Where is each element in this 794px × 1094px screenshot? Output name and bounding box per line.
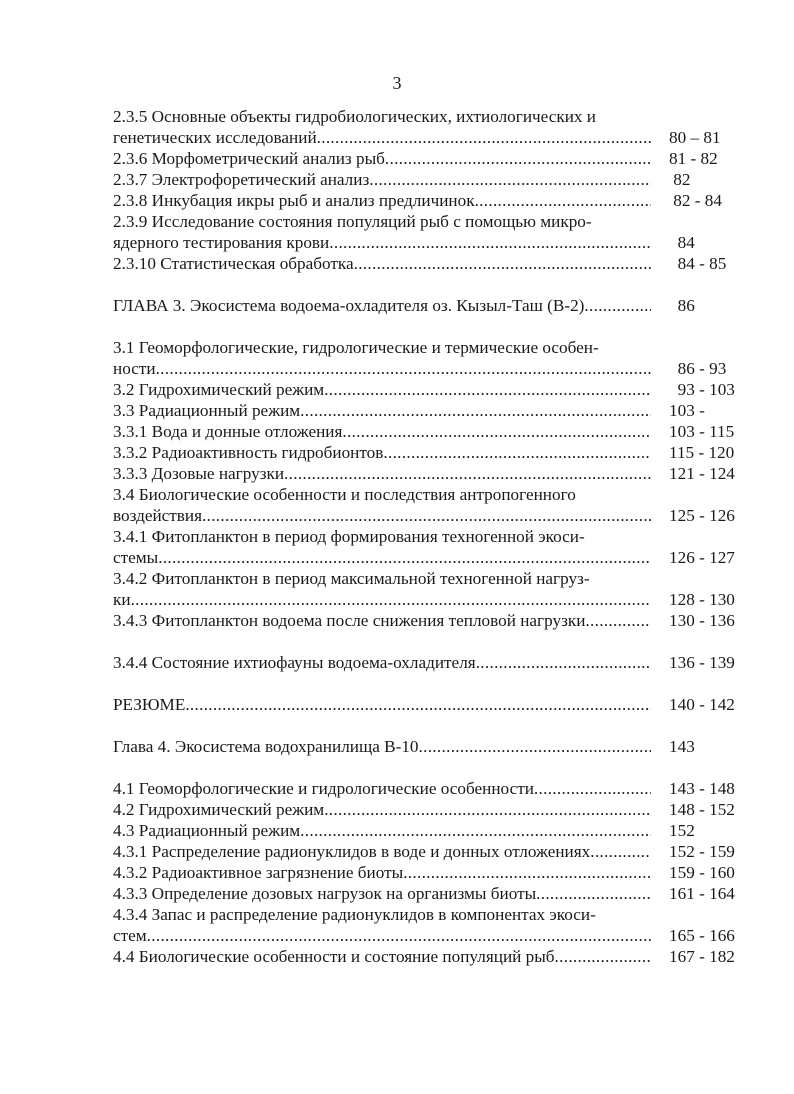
toc-entry-title: стем (113, 926, 147, 945)
toc-page-range: 82 (669, 170, 691, 189)
toc-text-column (113, 820, 651, 841)
toc-page-range: 126 - 127 (669, 548, 735, 567)
toc-entry-title: 2.3.9 Исследование состояния популяций рыб с помощью микро- (113, 212, 592, 231)
toc-page-range: 84 - 85 (669, 254, 727, 273)
toc-text-column (113, 400, 651, 421)
dot-leader (317, 127, 651, 148)
toc-entry-title: 4.2 Гидрохимический режим (113, 800, 325, 819)
toc-entry[interactable] (113, 862, 753, 883)
toc-entry-title: 3.4 Биологические особенности и последствия антропогенного (113, 485, 576, 504)
toc-line (113, 547, 753, 568)
toc-line (113, 946, 753, 967)
toc-entry[interactable] (113, 484, 753, 526)
toc-entry-title: 3.4.2 Фитопланктон в период максимальной техногенной нагруз- (113, 569, 590, 588)
toc-page-range: 148 - 152 (669, 800, 735, 819)
toc-entry-title: 3.3.2 Радиоактивность гидробионтов (113, 443, 384, 462)
dot-leader (369, 169, 651, 190)
toc-text-column (113, 232, 651, 253)
dot-leader (584, 295, 651, 316)
toc-text-column (113, 694, 651, 715)
toc-entry-title: Глава 4. Экосистема водохранилища В-10 (113, 737, 419, 756)
toc-line (113, 463, 753, 484)
toc-group (113, 778, 753, 967)
toc-line (113, 484, 753, 505)
toc-text-column (113, 841, 651, 862)
toc-entry-title: ности (113, 359, 156, 378)
toc-text-column (113, 169, 651, 190)
toc-entry-title: 3.3 Радиационный режим (113, 401, 301, 420)
toc-entry-title: ГЛАВА 3. Экосистема водоема-охладителя оз. Кызыл-Таш (В-2) (113, 296, 585, 315)
toc-entry[interactable] (113, 526, 753, 568)
toc-entry-title: 3.3.1 Вода и донные отложения (113, 422, 343, 441)
toc-text-column (113, 484, 651, 505)
toc-text-column (113, 211, 651, 232)
toc-entry-title: 4.3.2 Радиоактивное загрязнение биоты (113, 863, 404, 882)
toc-line (113, 736, 753, 757)
toc-entry[interactable] (113, 841, 753, 862)
dot-leader (385, 148, 651, 169)
toc-line (113, 169, 753, 190)
toc-line (113, 610, 753, 631)
toc-line (113, 568, 753, 589)
toc-line (113, 778, 753, 799)
toc-entry[interactable] (113, 253, 753, 274)
toc-page-range: 152 - 159 (669, 842, 735, 861)
toc-line (113, 295, 753, 316)
toc-page-range: 86 (669, 296, 695, 315)
toc-line (113, 148, 753, 169)
dot-leader (324, 799, 651, 820)
dot-leader (185, 694, 651, 715)
dot-leader (419, 736, 651, 757)
toc-text-column (113, 148, 651, 169)
toc-text-column (113, 589, 651, 610)
toc-text-column (113, 883, 651, 904)
toc-entry[interactable] (113, 421, 753, 442)
toc-line (113, 442, 753, 463)
toc-entry-title: воздействия (113, 506, 203, 525)
toc-entry-title: генетических исследований (113, 128, 317, 147)
toc-page-range: 80 – 81 (669, 128, 721, 147)
toc-entry[interactable] (113, 652, 753, 673)
toc-line (113, 127, 753, 148)
toc-text-column (113, 652, 651, 673)
toc-text-column (113, 610, 651, 631)
toc-entry[interactable] (113, 883, 753, 904)
toc-text-column (113, 799, 651, 820)
toc-entry[interactable] (113, 106, 753, 148)
toc-text-column (113, 547, 651, 568)
toc-page-range: 81 - 82 (669, 149, 718, 168)
dot-leader (383, 442, 651, 463)
toc-text-column (113, 862, 651, 883)
toc-entry[interactable] (113, 568, 753, 610)
toc-page-range: 103 - 115 (669, 422, 735, 441)
toc-group (113, 106, 753, 274)
toc-page-range: 93 - 103 (669, 380, 735, 399)
toc-text-column (113, 358, 651, 379)
toc-entry[interactable] (113, 169, 753, 190)
toc-group (113, 694, 753, 715)
toc-text-column (113, 253, 651, 274)
dot-leader (534, 778, 651, 799)
toc-entry[interactable] (113, 379, 753, 400)
toc-entry[interactable] (113, 904, 753, 946)
toc-page-range: 143 - 148 (669, 779, 735, 798)
toc-text-column (113, 379, 651, 400)
toc-page-range: 115 - 120 (669, 443, 735, 462)
toc-group (113, 652, 753, 673)
toc-page-range: 167 - 182 (669, 947, 735, 966)
toc-page-range: 159 - 160 (669, 863, 735, 882)
toc-page-range: 86 - 93 (669, 359, 727, 378)
toc-entry[interactable] (113, 190, 753, 211)
toc-entry-title: 3.4.4 Состояние ихтиофауны водоема-охладителя (113, 653, 476, 672)
toc-page-range: 128 - 130 (669, 590, 735, 609)
toc-entry-title: 4.3.3 Определение дозовых нагрузок на организмы биоты (113, 884, 537, 903)
toc-entry-title: 4.3.1 Распределение радионуклидов в воде и донных отложениях (113, 842, 591, 861)
toc-text-column (113, 295, 651, 316)
toc-entry-title: ки (113, 590, 131, 609)
dot-leader (555, 946, 651, 967)
dot-leader (476, 652, 651, 673)
toc-entry-title: 3.2 Гидрохимический режим (113, 380, 325, 399)
toc-line (113, 421, 753, 442)
dot-leader (300, 400, 651, 421)
toc-text-column (113, 778, 651, 799)
dot-leader (147, 925, 651, 946)
dot-leader (342, 421, 651, 442)
toc-text-column (113, 946, 651, 967)
dot-leader (475, 190, 651, 211)
toc-page-range: 165 - 166 (669, 926, 735, 945)
toc-page-range: 143 (669, 737, 695, 756)
toc-text-column (113, 526, 651, 547)
dot-leader (354, 253, 651, 274)
toc-group (113, 295, 753, 316)
dot-leader (403, 862, 651, 883)
dot-leader (324, 379, 651, 400)
toc-page-range: 84 (669, 233, 695, 252)
toc-line (113, 925, 753, 946)
toc-line (113, 211, 753, 232)
toc-entry[interactable] (113, 610, 753, 631)
toc-line (113, 526, 753, 547)
toc-line (113, 505, 753, 526)
toc-page-range: 125 - 126 (669, 506, 735, 525)
dot-leader (536, 883, 651, 904)
toc-entry[interactable] (113, 694, 753, 715)
dot-leader (590, 841, 651, 862)
toc-page-range: 121 - 124 (669, 464, 735, 483)
dot-leader (131, 589, 651, 610)
table-of-contents (113, 106, 753, 988)
toc-entry-title: 2.3.7 Электрофоретический анализ (113, 170, 370, 189)
toc-entry[interactable] (113, 211, 753, 253)
toc-line (113, 337, 753, 358)
toc-entry[interactable] (113, 799, 753, 820)
toc-text-column (113, 421, 651, 442)
toc-entry[interactable] (113, 148, 753, 169)
toc-entry-title: 2.3.6 Морфометрический анализ рыб (113, 149, 385, 168)
toc-entry-title: 4.1 Геоморфологические и гидрологические особенности (113, 779, 534, 798)
toc-entry-title: ядерного тестирования крови (113, 233, 330, 252)
toc-text-column (113, 505, 651, 526)
toc-entry[interactable] (113, 463, 753, 484)
dot-leader (300, 820, 651, 841)
dot-leader (585, 610, 651, 631)
toc-entry[interactable] (113, 820, 753, 841)
toc-text-column (113, 190, 651, 211)
toc-text-column (113, 442, 651, 463)
toc-text-column (113, 127, 651, 148)
toc-entry[interactable] (113, 400, 753, 421)
toc-entry-title: РЕЗЮМЕ (113, 695, 186, 714)
toc-line (113, 106, 753, 127)
toc-page-range: 161 - 164 (669, 884, 735, 903)
dot-leader (156, 358, 651, 379)
toc-text-column (113, 337, 651, 358)
toc-entry-title: 4.3.4 Запас и распределение радионуклидов в компонентах экоси- (113, 905, 596, 924)
toc-entry-title: 2.3.10 Статистическая обработка (113, 254, 354, 273)
toc-entry-title: стемы (113, 548, 159, 567)
toc-line (113, 904, 753, 925)
toc-line (113, 694, 753, 715)
toc-text-column (113, 925, 651, 946)
toc-entry[interactable] (113, 337, 753, 379)
page-number: 3 (392, 73, 402, 93)
toc-line (113, 883, 753, 904)
toc-page-range: 140 - 142 (669, 695, 735, 714)
toc-text-column (113, 463, 651, 484)
toc-entry[interactable] (113, 295, 753, 316)
toc-entry-title: 3.3.3 Дозовые нагрузки (113, 464, 285, 483)
toc-entry[interactable] (113, 736, 753, 757)
toc-line (113, 589, 753, 610)
dot-leader (329, 232, 651, 253)
toc-entry[interactable] (113, 442, 753, 463)
toc-entry-title: 4.4 Биологические особенности и состояние популяций рыб (113, 947, 555, 966)
toc-line (113, 379, 753, 400)
toc-entry-title: 3.4.3 Фитопланктон водоема после снижения тепловой нагрузки (113, 611, 586, 630)
toc-entry-title: 2.3.5 Основные объекты гидробиологических, ихтиологических и (113, 107, 596, 126)
dot-leader (202, 505, 651, 526)
toc-page-range: 103 - (669, 401, 705, 420)
toc-line (113, 190, 753, 211)
toc-line (113, 862, 753, 883)
toc-line (113, 358, 753, 379)
toc-line (113, 232, 753, 253)
toc-entry-title: 2.3.8 Инкубация икры рыб и анализ предличинок (113, 191, 475, 210)
toc-page-range: 152 (669, 821, 695, 840)
toc-entry[interactable] (113, 946, 753, 967)
dot-leader (284, 463, 651, 484)
toc-group (113, 337, 753, 631)
toc-entry-title: 3.4.1 Фитопланктон в период формирования техногенной экоси- (113, 527, 585, 546)
toc-text-column (113, 736, 651, 757)
toc-text-column (113, 568, 651, 589)
toc-page-range: 130 - 136 (669, 611, 735, 630)
toc-page-range: 82 - 84 (669, 191, 722, 210)
toc-line (113, 820, 753, 841)
toc-line (113, 799, 753, 820)
toc-line (113, 841, 753, 862)
toc-text-column (113, 904, 651, 925)
toc-entry[interactable] (113, 778, 753, 799)
toc-page-range: 136 - 139 (669, 653, 735, 672)
toc-line (113, 400, 753, 421)
dot-leader (158, 547, 651, 568)
toc-line (113, 652, 753, 673)
toc-entry-title: 3.1 Геоморфологические, гидрологические и термические особен- (113, 338, 599, 357)
toc-text-column (113, 106, 651, 127)
toc-line (113, 253, 753, 274)
toc-entry-title: 4.3 Радиационный режим (113, 821, 301, 840)
toc-group (113, 736, 753, 757)
